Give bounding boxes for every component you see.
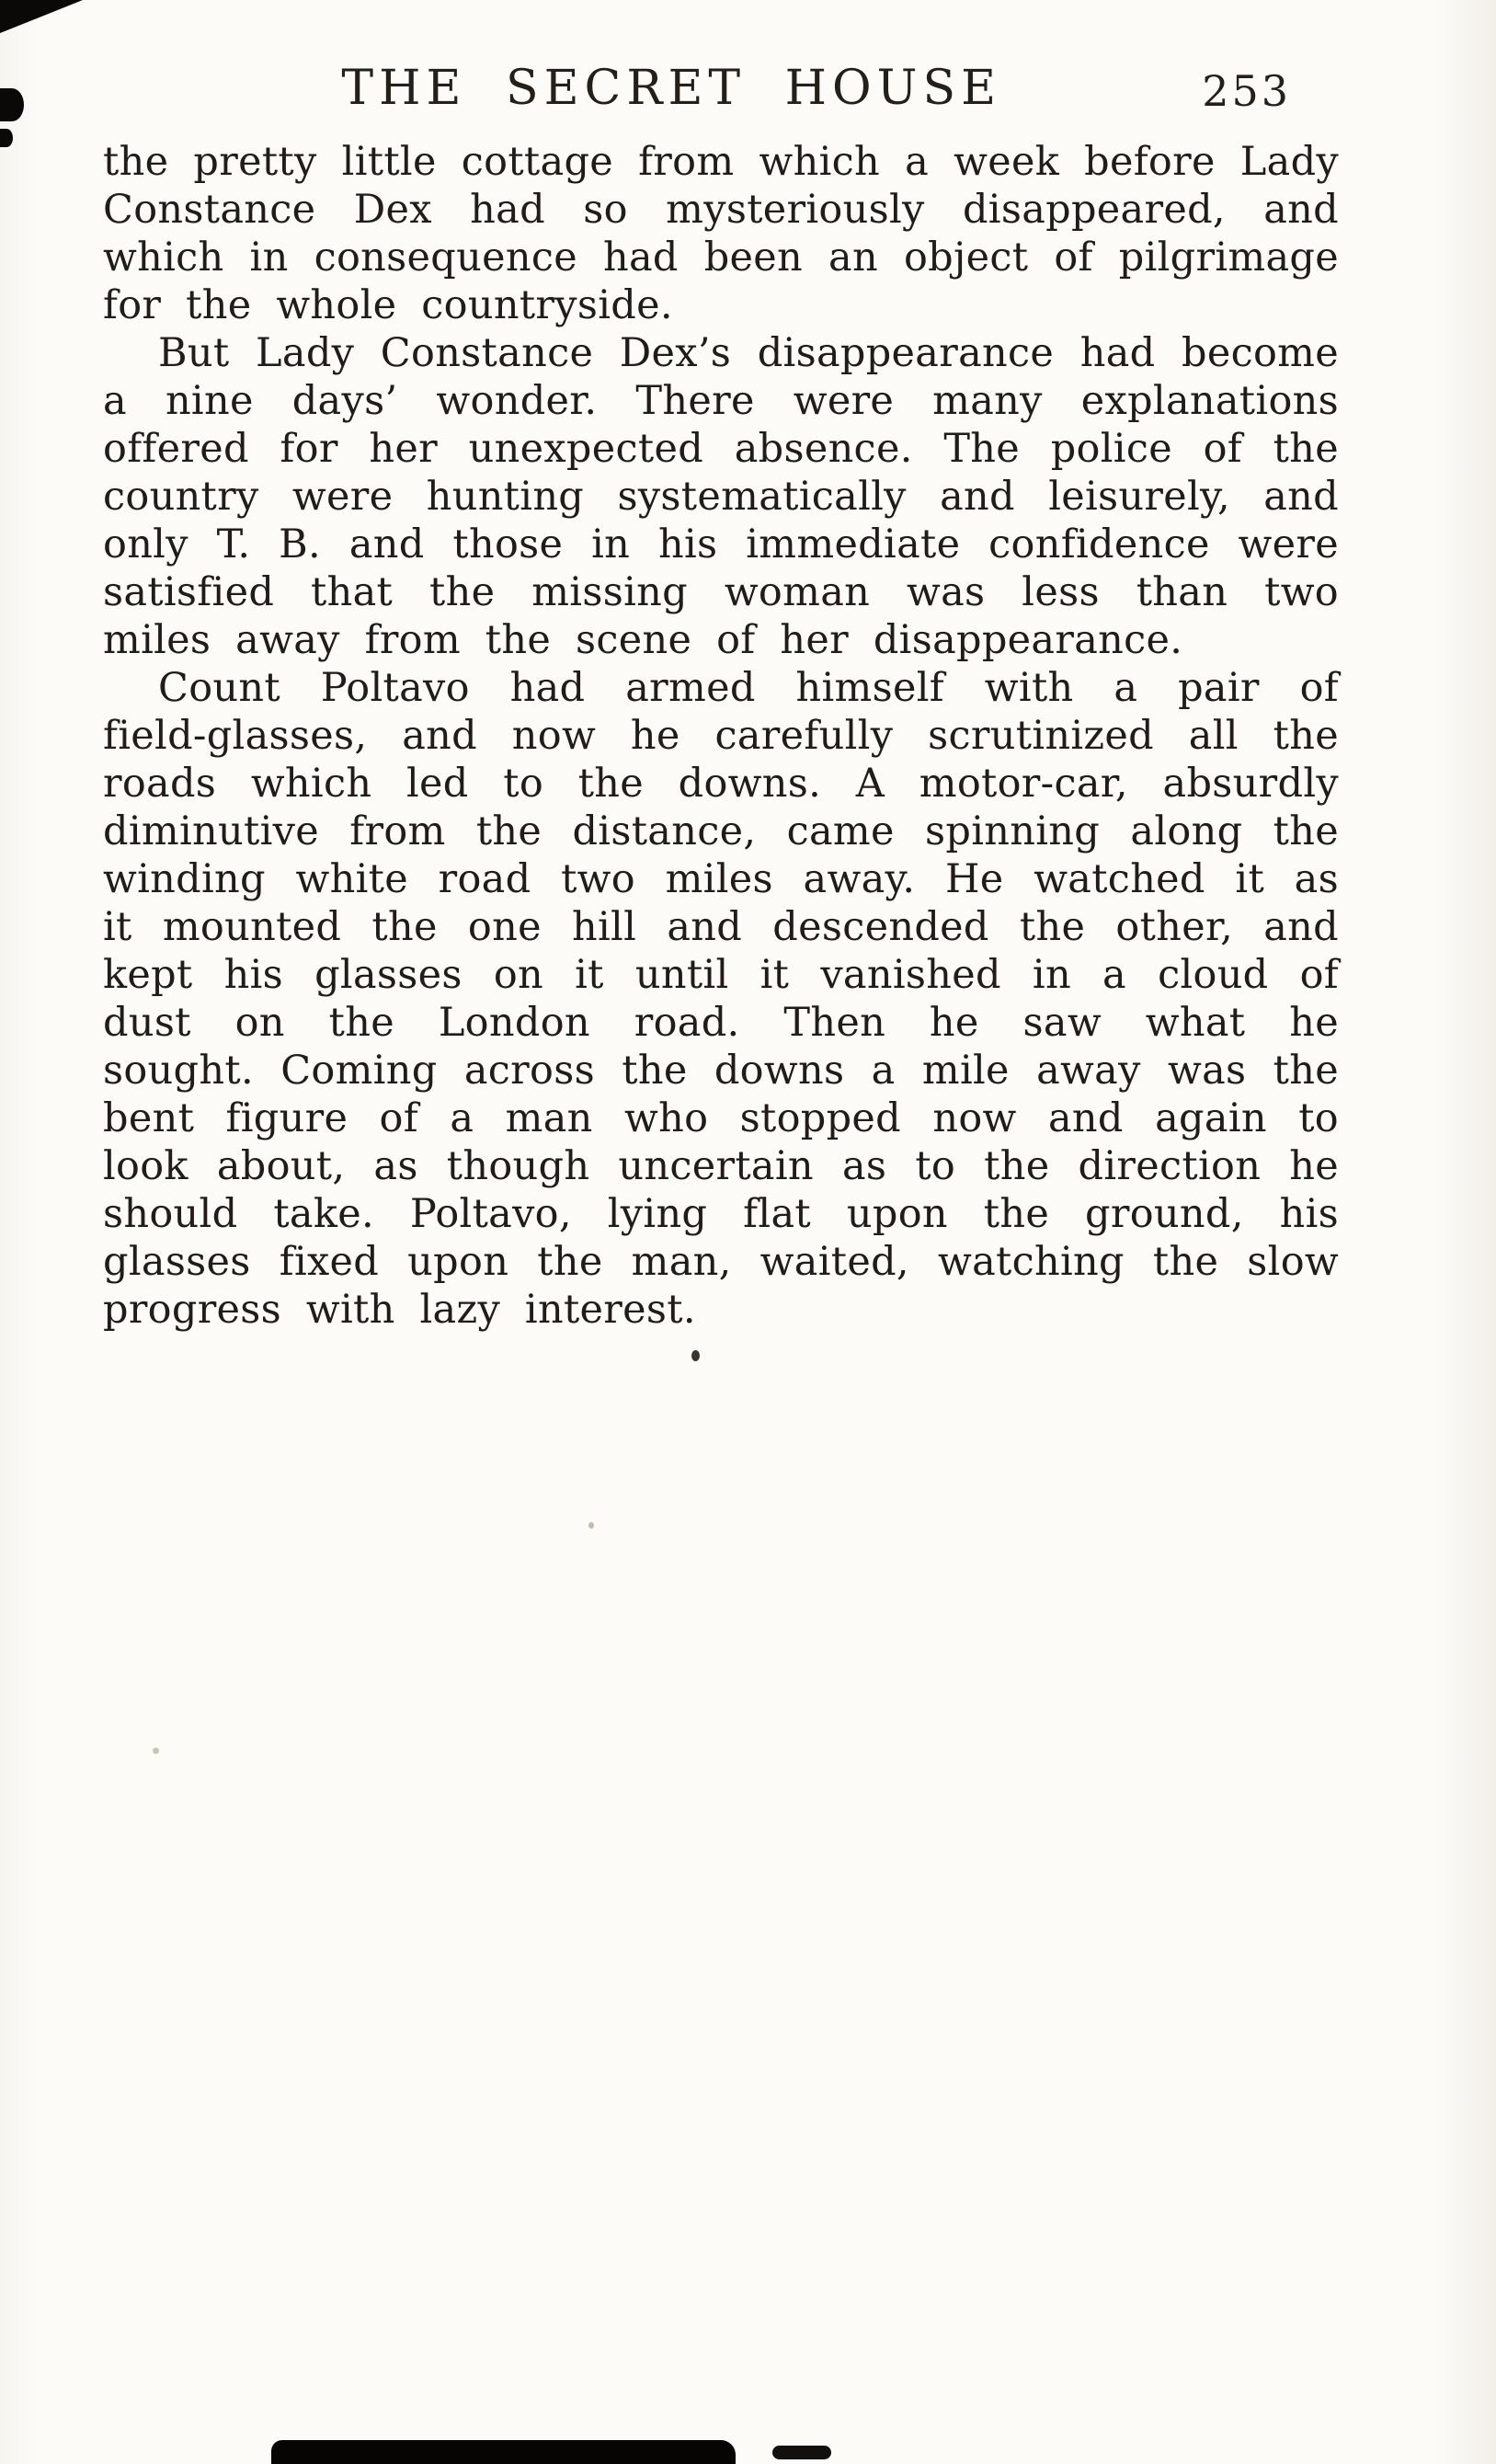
paper-speck	[153, 1748, 159, 1754]
scan-artifact-left-edge-small	[0, 129, 13, 147]
text-block	[103, 138, 1339, 1334]
paragraph-3: Count Poltavo had armed himself with a pair of field-glasses, and now he carefully scrutinized all the roads which led to the downs. A motor-car, absurdly diminutive from the distance, came spinning along the winding white road two miles away. He watched it as it mounted the one hill and descended the other, and kept his glasses on it until it vanished in a cloud of dust on the London road. Then he saw what he sought. Coming across the downs a mile away was the bent figure of a man who stopped now and again to look about, as though uncertain as to the direction he should take. Poltavo, lying flat upon the ground, his glasses fixed upon the man, waited, watching the slow progress with lazy interest.	[103, 665, 1339, 1333]
paper-speck	[588, 1522, 594, 1529]
scan-artifact-corner	[0, 0, 83, 33]
ink-speck-below-text	[691, 1350, 700, 1361]
page-number: 253	[1202, 66, 1291, 116]
paragraph-2: But Lady Constance Dex’s disappearance had become a nine days’ wonder. There were many explanations offered for her unexpected absence. The police of the country were hunting systematically and leisurely, and only T. B. and those in his immediate confidence were satisfied that the missing woman was less than two miles away from the scene of her disappearance.	[103, 330, 1339, 663]
page-header	[103, 61, 1339, 134]
scan-artifact-left-edge	[0, 88, 24, 121]
running-title: THE SECRET HOUSE	[341, 61, 1002, 116]
paragraph-1: the pretty little cottage from which a week before Lady Constance Dex had so mysteriously disappeared, and which in consequence had been an object of pilgrimage for the whole countryside.	[103, 139, 1339, 328]
scan-artifact-bottom-blob	[772, 2446, 831, 2459]
scan-artifact-bottom-bar	[271, 2440, 736, 2464]
